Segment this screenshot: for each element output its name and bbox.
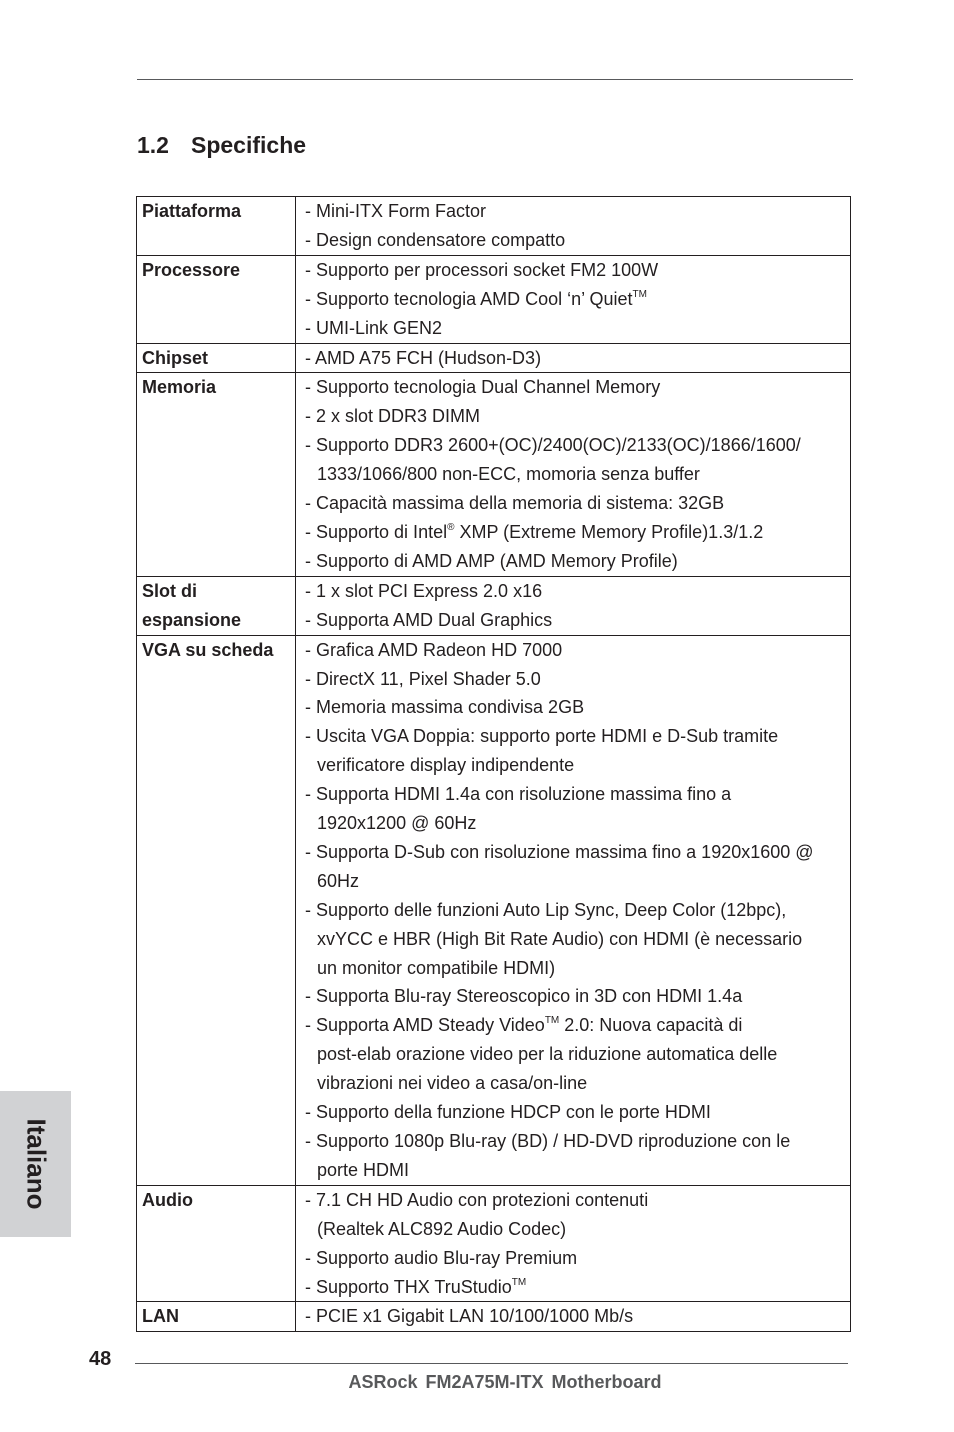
top-rule [137,79,853,80]
spec-line-text: - Supporta AMD Steady Video [305,1015,545,1036]
spec-line [305,518,846,547]
spec-row [137,1302,851,1332]
spec-line-text: post-elab orazione video per la riduzione automatica delle [317,1044,778,1065]
spec-line [305,547,846,576]
spec-line [305,954,846,983]
spec-line-continuation [305,1040,846,1069]
trademark-mark: TM [544,1015,560,1027]
footer-title: ASRock FM2A75M-ITX Motherboard [348,1372,662,1392]
spec-line-text: - AMD A75 FCH (Hudson-D3) [305,347,542,368]
spec-label [137,1185,296,1302]
trademark-mark: TM [511,1276,527,1288]
spec-line-text: - 1 x slot PCI Express 2.0 x16 [305,580,543,601]
trademark-mark: ® [447,521,455,533]
spec-label-line: espansione [142,609,242,630]
spec-label [137,1302,296,1332]
spec-line-text: - Capacità massima della memoria di sistema: 32GB [305,493,725,514]
spec-line [305,431,846,460]
spec-line-text: - DirectX 11, Pixel Shader 5.0 [305,668,541,689]
spec-line-text: porte HDMI [317,1159,410,1180]
spec-line [305,285,846,314]
spec-line [305,1215,846,1244]
spec-line [305,1156,846,1185]
spec-line [305,1127,846,1156]
spec-line-text: xvYCC e HBR (High Bit Rate Audio) con HDMI (è necessario [317,928,803,949]
spec-line [305,1244,846,1273]
spec-line [305,693,846,722]
spec-line-text: - Supporto della funzione HDCP con le porte HDMI [305,1102,711,1123]
spec-line [305,1302,846,1331]
spec-line-text: - Supporto THX TruStudio [305,1276,512,1297]
language-tab-label: Italiano [21,1118,51,1210]
spec-line [305,982,846,1011]
spec-line-continuation [305,1215,846,1244]
spec-value [296,1302,851,1332]
spec-line-text: - Supporto di AMD AMP (AMD Memory Profile) [305,550,678,571]
spec-line-text: - Design condensatore compatto [305,229,566,250]
spec-line-continuation [305,809,846,838]
spec-line-text: - Supporta HDMI 1.4a con risoluzione massima fino a [305,784,732,805]
spec-line-text: - 7.1 CH HD Audio con protezioni contenuti [305,1189,649,1210]
spec-line [305,809,846,838]
spec-line [305,256,846,285]
spec-line-text: - Supporto tecnologia AMD Cool ‘n’ Quiet [305,288,633,309]
spec-line [305,665,846,694]
spec-line-text: - Uscita VGA Doppia: supporto porte HDMI e D-Sub tramite [305,726,779,747]
spec-line [305,314,846,343]
spec-line [305,489,846,518]
spec-line-text: verificatore display indipendente [317,755,575,776]
spec-line [305,373,846,402]
spec-line-text: - Supporto tecnologia Dual Channel Memory [305,377,661,398]
spec-line-text: - Supporto 1080p Blu-ray (BD) / HD-DVD riproduzione con le [305,1131,791,1151]
spec-line [305,606,846,635]
section-heading: Specifiche [191,132,307,158]
spec-value [296,255,851,343]
spec-row [137,635,851,1185]
spec-line-text: - Supporta D-Sub con risoluzione massima fino a 1920x1600 @ [305,841,814,862]
spec-value [296,373,851,576]
spec-line-text: - 2 x slot DDR3 DIMM [305,406,481,427]
spec-line-text-after: 2.0: Nuova capacità di [559,1015,743,1036]
spec-label-line: LAN [142,1306,179,1327]
spec-label-line: VGA su scheda [142,639,274,660]
spec-row [137,343,851,373]
spec-label [137,197,296,256]
spec-value [296,576,851,635]
spec-line [305,1273,846,1302]
spec-line-continuation [305,1069,846,1098]
section-number: 1.2 [137,132,169,158]
spec-line-text: un monitor compatibile HDMI) [317,957,556,978]
spec-line-text: - Memoria massima condivisa 2GB [305,697,585,718]
spec-line [305,1011,846,1040]
spec-line [305,460,846,489]
spec-line [305,636,846,665]
spec-line-text: - Mini-ITX Form Factor [305,201,487,221]
spec-label-line: Slot di [142,580,197,601]
spec-line-continuation [305,954,846,983]
spec-line-text: - Supporto di Intel [305,521,448,542]
spec-label [137,373,296,576]
spec-line-continuation [305,460,846,489]
spec-label-line: Processore [142,259,241,280]
spec-line-text: - Supporto per processori socket FM2 100W [305,259,659,280]
bottom-rule [135,1363,848,1364]
spec-line [305,577,846,606]
spec-label [137,255,296,343]
spec-row [137,197,851,256]
spec-line [305,344,846,373]
trademark-mark: TM [632,288,647,300]
spec-line [305,1069,846,1098]
page-number: 48 [89,1348,112,1370]
spec-label [137,635,296,1185]
spec-line [305,722,846,751]
spec-line-continuation [305,925,846,954]
spec-value [296,1185,851,1302]
spec-line-text: - Grafica AMD Radeon HD 7000 [305,639,563,660]
spec-line-continuation [305,867,846,896]
spec-line [305,751,846,780]
spec-value [296,635,851,1185]
spec-line [305,896,846,925]
spec-line [305,867,846,896]
spec-label-line: Memoria [142,377,217,398]
spec-line-text-after: XMP (Extreme Memory Profile)1.3/1.2 [454,521,764,542]
spec-line-text: - Supporto audio Blu-ray Premium [305,1247,578,1268]
spec-table-body [137,197,851,1332]
spec-label [137,576,296,635]
spec-label [137,343,296,373]
spec-line-text: 60Hz [317,870,360,891]
spec-row [137,576,851,635]
spec-line-continuation [305,1156,846,1185]
spec-label-line: Chipset [142,347,209,368]
spec-line [305,1098,846,1127]
spec-table [136,196,851,1332]
spec-value [296,197,851,256]
spec-row [137,255,851,343]
spec-line [305,1186,846,1215]
language-tab [0,1091,71,1237]
spec-line-text: - Supporta Blu-ray Stereoscopico in 3D con HDMI 1.4a [305,986,743,1007]
spec-line [305,1040,846,1069]
spec-line [305,925,846,954]
spec-line-text: vibrazioni nei video a casa/on-line [317,1073,588,1094]
spec-label-line: Audio [142,1189,193,1210]
spec-line-text: - Supporto DDR3 2600+(OC)/2400(OC)/2133(OC)/1866/1600/ [305,435,801,456]
spec-line [305,197,846,226]
spec-line [305,402,846,431]
section-title [137,132,306,159]
spec-line [305,838,846,867]
spec-line [305,226,846,255]
spec-line-text: 1920x1200 @ 60Hz [317,813,477,834]
spec-line-continuation [305,751,846,780]
spec-line-text: - Supporta AMD Dual Graphics [305,609,553,630]
spec-label-line: Piattaforma [142,201,242,221]
spec-line-text: 1333/1066/800 non-ECC, momoria senza buffer [317,464,700,485]
spec-line-text: - Supporto delle funzioni Auto Lip Sync, Deep Color (12bpc), [305,899,787,920]
spec-row [137,1185,851,1302]
spec-line-text: - UMI-Link GEN2 [305,317,443,338]
spec-row [137,373,851,576]
spec-line-text: (Realtek ALC892 Audio Codec) [317,1218,567,1239]
spec-value [296,343,851,373]
spec-line-text: - PCIE x1 Gigabit LAN 10/100/1000 Mb/s [305,1306,634,1327]
spec-line [305,780,846,809]
